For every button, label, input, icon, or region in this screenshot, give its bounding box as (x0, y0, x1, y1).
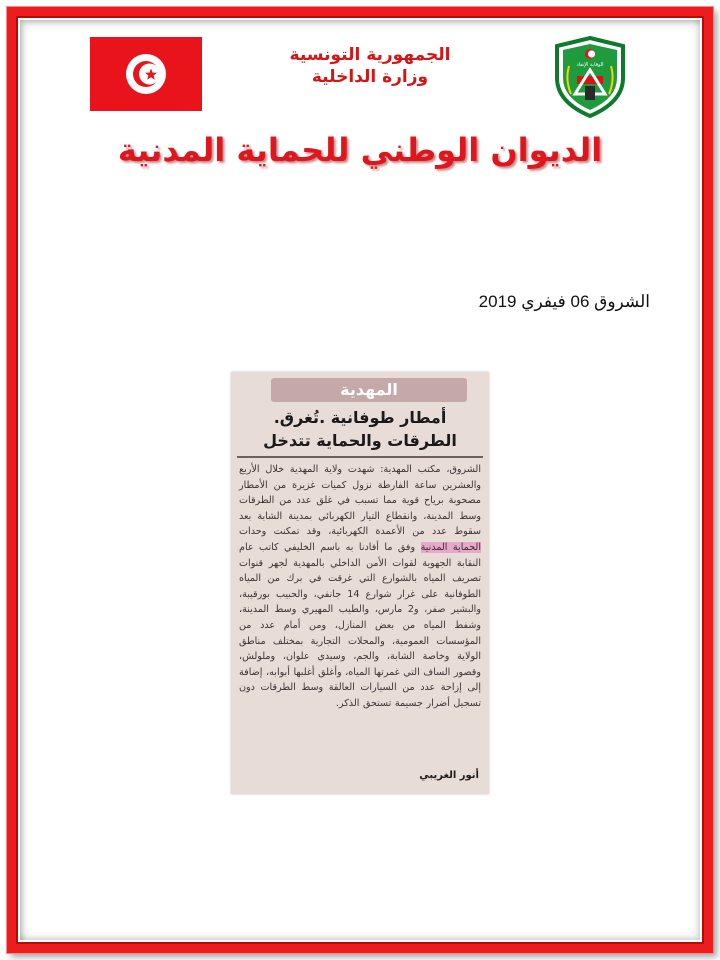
civil-protection-emblem-icon (553, 36, 627, 118)
source-date-line: الشروق 06 فيفري 2019 (478, 292, 650, 311)
clip-headline-line1: أمطار طوفانية .تُغرق. (273, 408, 447, 427)
crescent-star-icon (126, 54, 166, 94)
newspaper-clipping (231, 372, 489, 794)
clip-headline (235, 406, 485, 452)
clip-byline: الشروق، مكتب المهدية: (380, 464, 481, 475)
clip-section-banner: المهدية (271, 378, 467, 402)
clip-body-part2: وفق ما أفادنا به باسم الخليفي كاتب عام النقابة الجهوية لقوات الأمن الداخلي بالمهدية لجهر قنوات تصريف المياه بالشوارع التي غرقت في برك من المياه الطوفانية على غرار شوارع 14 جانفي، والحبيب بورقيبة، والبشير صفر، و2 مارس، والطيب المهيري وسط المدينة، وشفط المياه من بعض المنازل، ومن أمام عدد من المؤسسات العمومية، والمحلات التجارية بمختلف مناطق الولاية وخاصة الشابة، والجم، وسيدي علوان، وملولش، وقصور الساف التي غمرتها المياه، وأغلق أغلبها أبوابه، إضافة إلى إزاحة عدد من السيارات العالقة وسط الطرقات دون تسجيل أضرار جسيمة تستحق الذكر. (239, 541, 481, 709)
republic-label: الجمهورية التونسية (289, 45, 451, 65)
clip-headline-line2: الطرقات والحماية تتدخل (263, 431, 457, 450)
clip-highlight: الحماية المدنية (420, 541, 481, 553)
tunisia-flag (90, 37, 202, 111)
clip-divider (237, 456, 483, 458)
government-header (240, 44, 500, 88)
clip-author: أنور الغريبي (419, 770, 479, 781)
page-title: الديوان الوطني للحماية المدنية (117, 131, 603, 169)
clip-body-part1: شهدت ولاية المهدية خلال الأربع والعشرين ساعة الفارطة نزول كميات غزيرة من الأمطار مصحوبة برياح قوية مما تسبب في غلق عدد من الطرقات وسط المدينة، وانقطاع التيار الكهربائي بمدينة الشابة بعد سقوط عدد من الأعمدة الكهربائية، وقد تمكنت وحدات (239, 464, 481, 538)
clip-body (239, 462, 481, 712)
ministry-label: وزارة الداخلية (311, 67, 429, 87)
emblem-text: الوقاية الإنقاذ (576, 62, 604, 68)
